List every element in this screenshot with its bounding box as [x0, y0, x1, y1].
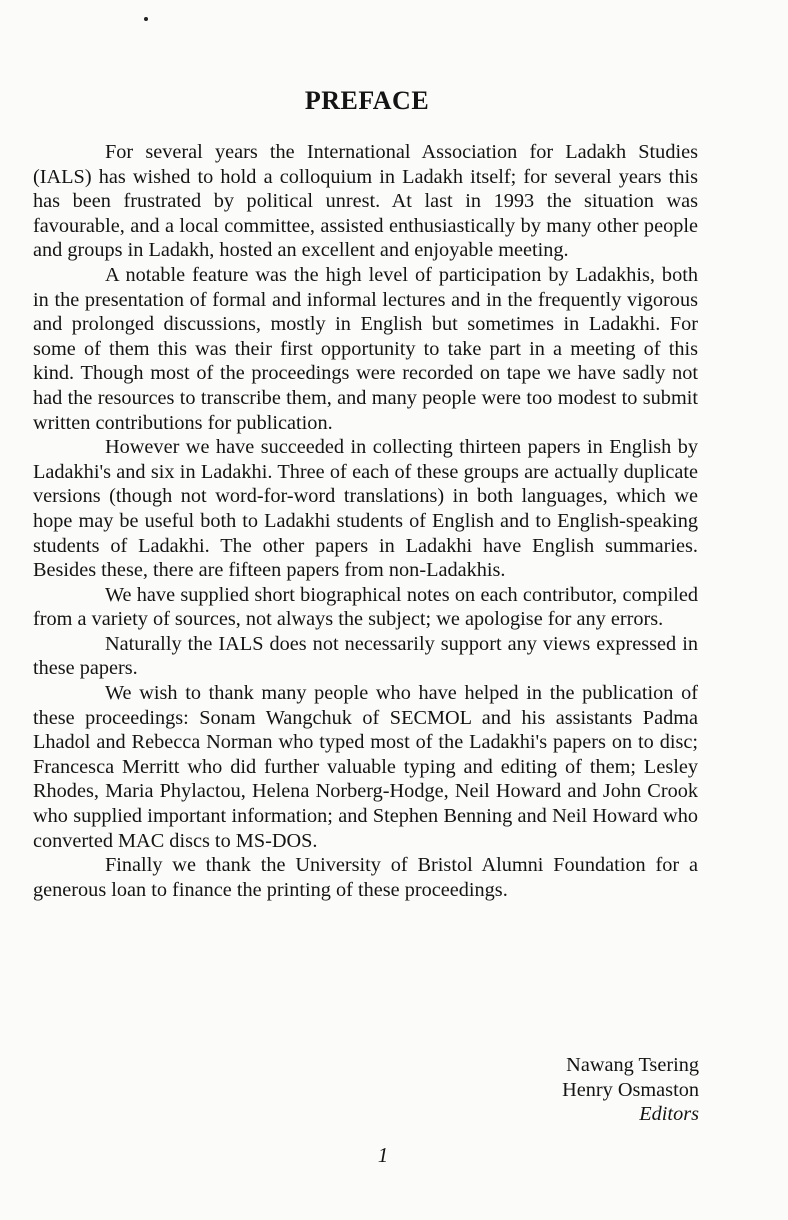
editors-role: Editors: [639, 1103, 699, 1126]
print-speck: [144, 17, 148, 21]
signature-block: [562, 1053, 699, 1127]
paragraph-7: Finally we thank the University of Bristol Alumni Foundation for a generous loan to finance the printing of these proceedings.: [33, 854, 698, 901]
paragraph-3: However we have succeeded in collecting thirteen papers in English by Ladakhi's and six in Ladakhi. Three of each of these groups are actually duplicate versions (though not word-for-word translations) in both languages, which we hope may be useful both to Ladakhi students of English and to English-speaking students of Ladakhi. The other papers in Ladakhi have English summaries. Besides these, there are fifteen papers from non-Ladakhis.: [33, 436, 698, 582]
editor-name-1: Nawang Tsering: [566, 1054, 699, 1076]
paragraph-1: For several years the International Association for Ladakh Studies (IALS) has wished to hold a colloquium in Ladakh itself; for several years this has been frustrated by political unrest. At last in 1993 the situation was favourable, and a local committee, assisted enthusiastically by many other people and groups in Ladakh, hosted an excellent and enjoyable meeting.: [33, 141, 698, 262]
paragraph-6: We wish to thank many people who have helped in the publication of these proceedings: Sonam Wangchuk of SECMOL and his assistants Padma Lhadol and Rebecca Norman who typed most of the Ladakhi's papers on to disc; Francesca Merritt who did further valuable typing and editing of them; Lesley Rhodes, Maria Phylactou, Helena Norberg-Hodge, Neil Howard and John Crook who supplied important information; and Stephen Benning and Neil Howard who converted MAC discs to MS-DOS.: [33, 682, 698, 852]
paragraph-2: A notable feature was the high level of participation by Ladakhis, both in the presentation of formal and informal lectures and in the frequently vigorous and prolonged discussions, mostly in English but sometimes in Ladakhi. For some of them this was their first opportunity to take part in a meeting of this kind. Though most of the proceedings were recorded on tape we have sadly not had the resources to transcribe them, and many people were too modest to submit written contributions for publication.: [33, 263, 698, 434]
paragraph-4: We have supplied short biographical notes on each contributor, compiled from a variety of sources, not always the subject; we apologise for any errors.: [33, 583, 698, 631]
page-number: 1: [377, 1143, 389, 1167]
preface-body: [33, 140, 698, 902]
editor-name-2: Henry Osmaston: [562, 1078, 699, 1101]
paragraph-5: Naturally the IALS does not necessarily support any views expressed in these papers.: [33, 632, 698, 680]
page-title: PREFACE: [304, 86, 430, 115]
